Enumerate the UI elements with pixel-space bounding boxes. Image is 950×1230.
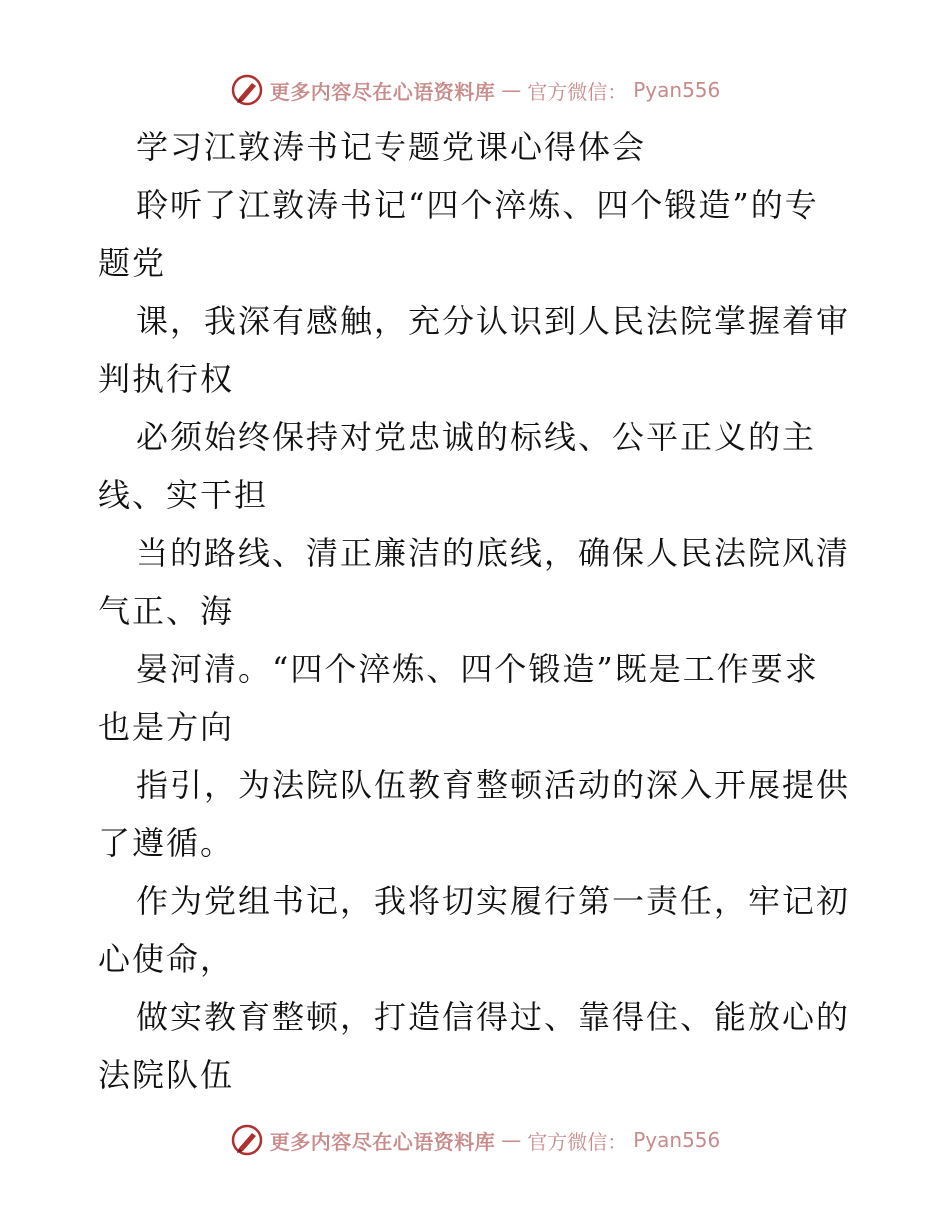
header-banner-separator: — <box>501 78 522 102</box>
text-line: 晏河清。“四个淬炼、四个锻造”既是工作要求 <box>136 650 819 688</box>
footer-banner <box>0 1120 950 1160</box>
footer-banner-text: 更多内容尽在心语资料库 <box>269 1129 496 1154</box>
text-line: 法院队伍 <box>98 1056 235 1094</box>
footer-wechat-label: 官方微信： <box>527 1129 628 1154</box>
text-line: 当的路线、清正廉洁的底线，确保人民法院风清 <box>136 534 851 572</box>
document-title: 学习江敦涛书记专题党课心得体会 <box>136 128 647 166</box>
text-line: 了遵循。 <box>98 824 235 862</box>
text-line: 聆听了江敦涛书记“四个淬炼、四个锻造”的专 <box>136 186 819 224</box>
text-line: 线、实干担 <box>98 476 269 514</box>
header-wechat-id: Pyan556 <box>633 78 721 102</box>
text-line: 气正、海 <box>98 592 235 630</box>
footer-wechat-id: Pyan556 <box>633 1128 721 1152</box>
text-line: 作为党组书记，我将切实履行第一责任，牢记初 <box>136 882 851 920</box>
pen-logo-icon <box>230 1123 264 1157</box>
header-wechat-label: 官方微信： <box>527 79 628 104</box>
text-line: 判执行权 <box>98 360 235 398</box>
text-line: 指引，为法院队伍教育整顿活动的深入开展提供 <box>136 766 851 804</box>
header-banner <box>0 70 950 110</box>
text-line: 心使命， <box>98 940 235 978</box>
text-line: 必须始终保持对党忠诚的标线、公平正义的主 <box>136 418 817 456</box>
pen-logo-icon <box>230 73 264 107</box>
document-body <box>98 118 858 1104</box>
header-banner-text: 更多内容尽在心语资料库 <box>269 79 496 104</box>
text-line: 题党 <box>98 244 167 282</box>
text-line: 做实教育整顿，打造信得过、靠得住、能放心的 <box>136 998 851 1036</box>
footer-banner-separator: — <box>501 1128 522 1152</box>
text-line: 课，我深有感触，充分认识到人民法院掌握着审 <box>136 302 851 340</box>
text-line: 也是方向 <box>98 708 235 746</box>
